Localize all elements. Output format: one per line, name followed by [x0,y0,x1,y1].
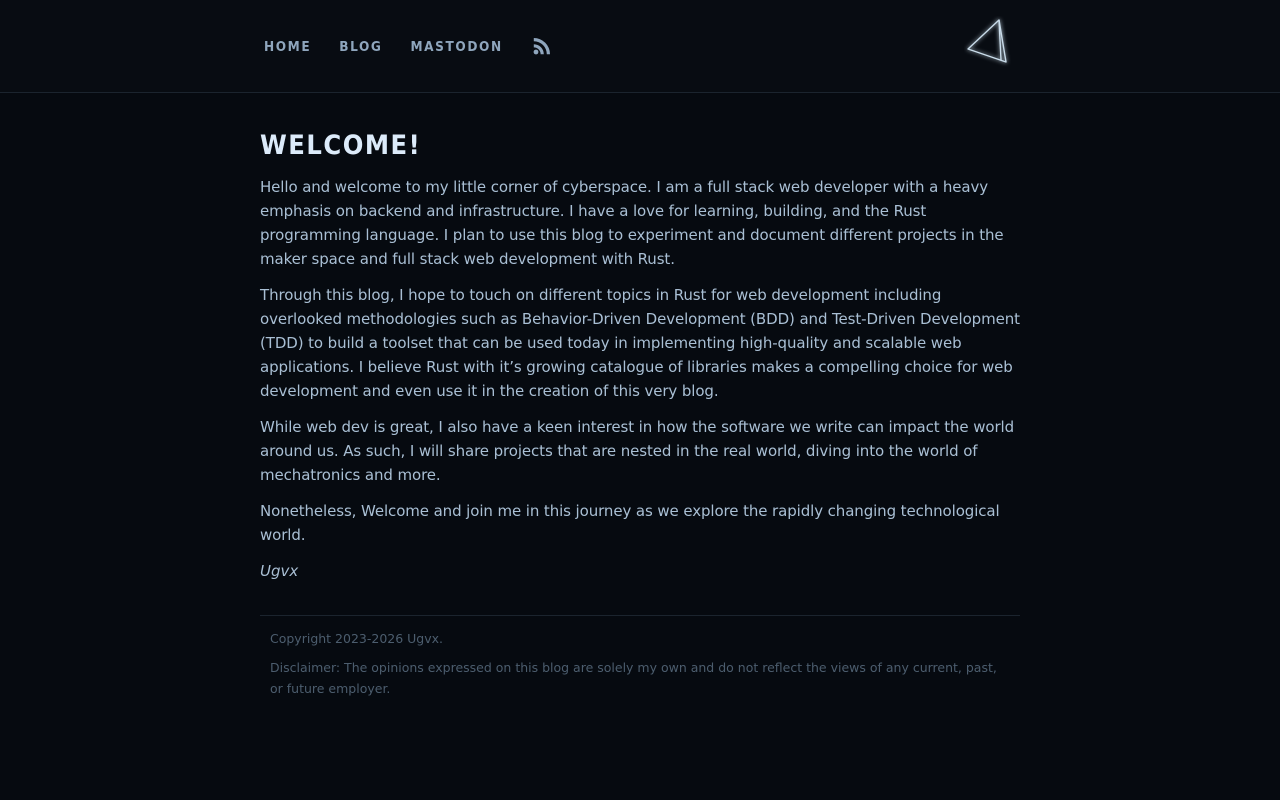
triangle-logo-icon[interactable] [964,16,1012,68]
signature: Ugvx [260,562,299,580]
site-header [0,0,1280,93]
intro-paragraph-3: While web dev is great, I also have a keen interest in how the software we write can impact the world around us. As such, I will share projects that are nested in the real world, diving into the world of mechatronics and more. [260,418,1015,484]
page-title: WELCOME! [260,130,422,161]
nav-mastodon-link[interactable]: MASTODON [410,39,503,55]
logo-svg [964,16,1012,68]
nav-blog-link[interactable]: BLOG [339,39,383,55]
footer-copyright: Copyright 2023-2026 Ugvx. [270,631,444,646]
footer-disclaimer: Disclaimer: The opinions expressed on this blog are solely my own and do not reflect the views of any current, past, or future employer. [270,660,997,696]
intro-paragraph-2: Through this blog, I hope to touch on different topics in Rust for web development including overlooked methodologies such as Behavior-Driven Development (BDD) and Test-Driven Development (TDD) to build a toolset that can be used today in implementing high-quality and scalable web applications. I believe Rust with it’s growing catalogue of libraries makes a compelling choice for web development and even use it in the creation of this very blog. [260,286,1020,400]
site-footer [260,615,1020,699]
rss-icon[interactable] [533,37,551,55]
rss-icon-svg [533,37,551,55]
main-content [260,93,1020,699]
header-inner [260,0,1020,92]
nav-home-link[interactable]: HOME [264,39,312,55]
main-nav [264,38,551,56]
intro-paragraph-1: Hello and welcome to my little corner of cyberspace. I am a full stack web developer with a heavy emphasis on backend and infrastructure. I have a love for learning, building, and the Rust programming language. I plan to use this blog to experiment and document different projects in the maker space and full stack web development with Rust. [260,178,1004,268]
intro-paragraph-4: Nonetheless, Welcome and join me in this journey as we explore the rapidly changing technological world. [260,502,1000,544]
